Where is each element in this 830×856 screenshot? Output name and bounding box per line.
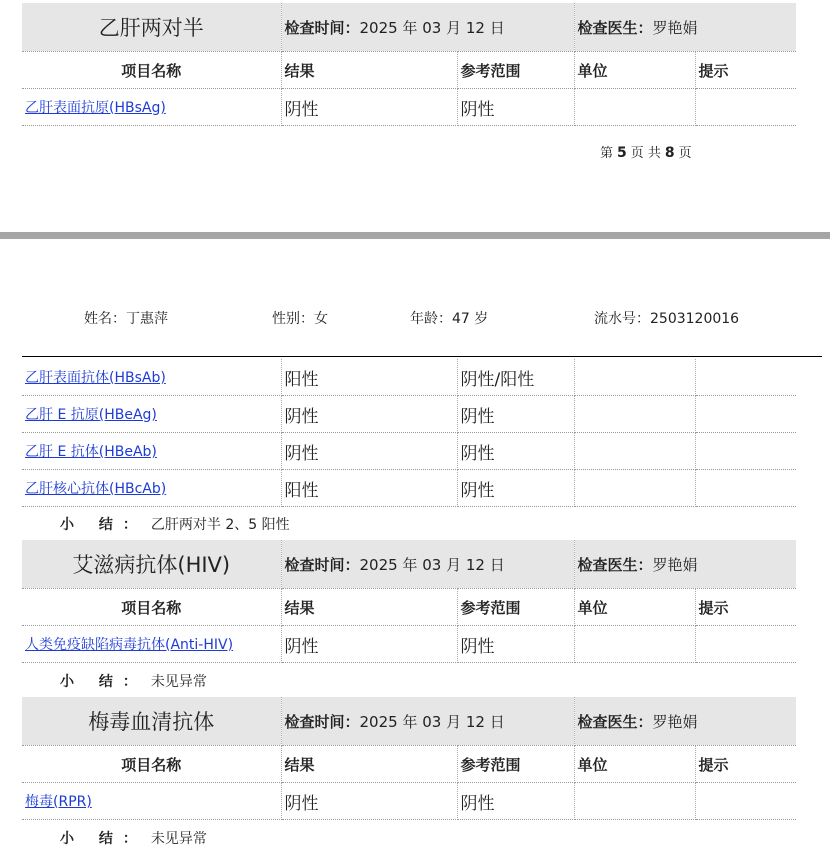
ref-cell: 阴性 <box>457 626 574 663</box>
col-name: 项目名称 <box>22 746 281 783</box>
col-unit: 单位 <box>574 746 695 783</box>
ref-cell: 阴性/阳性 <box>457 359 574 396</box>
patient-gender: 性别：女 <box>272 311 328 327</box>
col-ref: 参考范围 <box>457 52 574 89</box>
unit-cell <box>574 359 695 396</box>
table-row <box>22 359 796 396</box>
section-title: 梅毒血清抗体 <box>22 697 281 746</box>
ref-cell: 阴性 <box>457 89 574 126</box>
ref-cell: 阴性 <box>457 783 574 820</box>
result-cell: 阴性 <box>281 89 457 126</box>
test-name-link[interactable]: 乙肝 E 抗原(HBeAg) <box>25 407 157 423</box>
hint-cell <box>695 359 796 396</box>
hint-cell <box>695 626 796 663</box>
unit-cell <box>574 433 695 470</box>
patient-age: 年龄：47 岁 <box>410 311 489 327</box>
col-unit: 单位 <box>574 589 695 626</box>
hint-cell <box>695 433 796 470</box>
ref-cell: 阴性 <box>457 433 574 470</box>
test-name-link[interactable]: 人类免疫缺陷病毒抗体(Anti-HIV) <box>25 637 234 653</box>
col-result: 结果 <box>281 746 457 783</box>
col-hint: 提示 <box>695 52 796 89</box>
col-name: 项目名称 <box>22 52 281 89</box>
section-hbv-table <box>22 3 796 126</box>
col-ref: 参考范围 <box>457 746 574 783</box>
col-unit: 单位 <box>574 52 695 89</box>
result-cell: 阴性 <box>281 396 457 433</box>
table-row <box>22 783 796 820</box>
table-row <box>22 396 796 433</box>
result-cell: 阳性 <box>281 470 457 507</box>
column-header-row <box>22 589 796 626</box>
patient-name: 姓名：丁惠萍 <box>84 311 168 327</box>
result-cell: 阴性 <box>281 433 457 470</box>
patient-serial: 流水号：2503120016 <box>594 311 740 327</box>
table-row <box>22 89 796 126</box>
summary-hbv: 小 结： 乙肝两对半 2、5 阳性 <box>60 517 290 533</box>
table-row <box>22 626 796 663</box>
col-hint: 提示 <box>695 589 796 626</box>
column-header-row <box>22 52 796 89</box>
test-name-link[interactable]: 乙肝 E 抗体(HBeAb) <box>25 444 157 460</box>
col-hint: 提示 <box>695 746 796 783</box>
section-header <box>22 697 796 746</box>
hint-cell <box>695 783 796 820</box>
unit-cell <box>574 470 695 507</box>
unit-cell <box>574 396 695 433</box>
section-hiv-table <box>22 540 796 663</box>
col-result: 结果 <box>281 589 457 626</box>
section-syphilis-table <box>22 697 796 820</box>
check-time: 检查时间：2025 年 03 月 12 日 <box>281 3 574 52</box>
table-row <box>22 470 796 507</box>
result-cell: 阴性 <box>281 783 457 820</box>
test-name-link[interactable]: 乙肝表面抗原(HBsAg) <box>25 100 166 116</box>
result-cell: 阴性 <box>281 626 457 663</box>
summary-hiv: 小 结： 未见异常 <box>60 674 207 690</box>
summary-syphilis: 小 结： 未见异常 <box>60 831 207 847</box>
unit-cell <box>574 89 695 126</box>
section-title: 乙肝两对半 <box>22 3 281 52</box>
doctor: 检查医生：罗艳娟 <box>574 697 796 746</box>
col-result: 结果 <box>281 52 457 89</box>
ref-cell: 阴性 <box>457 396 574 433</box>
doctor: 检查医生：罗艳娟 <box>574 3 796 52</box>
test-name-link[interactable]: 乙肝表面抗体(HBsAb) <box>25 370 166 386</box>
unit-cell <box>574 783 695 820</box>
result-cell: 阳性 <box>281 359 457 396</box>
section-title: 艾滋病抗体(HIV) <box>22 540 281 589</box>
unit-cell <box>574 626 695 663</box>
page-number: 第 5 页 共 8 页 <box>600 145 692 161</box>
section-hbv-continued-table <box>22 359 796 507</box>
test-name-link[interactable]: 乙肝核心抗体(HBcAb) <box>25 481 167 497</box>
col-name: 项目名称 <box>22 589 281 626</box>
hint-cell <box>695 396 796 433</box>
doctor: 检查医生：罗艳娟 <box>574 540 796 589</box>
section-header <box>22 3 796 52</box>
section-header <box>22 540 796 589</box>
header-rule <box>22 356 822 357</box>
hint-cell <box>695 470 796 507</box>
page-break-divider <box>0 232 830 239</box>
col-ref: 参考范围 <box>457 589 574 626</box>
ref-cell: 阴性 <box>457 470 574 507</box>
check-time: 检查时间：2025 年 03 月 12 日 <box>281 697 574 746</box>
test-name-link[interactable]: 梅毒(RPR) <box>25 794 92 810</box>
hint-cell <box>695 89 796 126</box>
column-header-row <box>22 746 796 783</box>
check-time: 检查时间：2025 年 03 月 12 日 <box>281 540 574 589</box>
table-row <box>22 433 796 470</box>
